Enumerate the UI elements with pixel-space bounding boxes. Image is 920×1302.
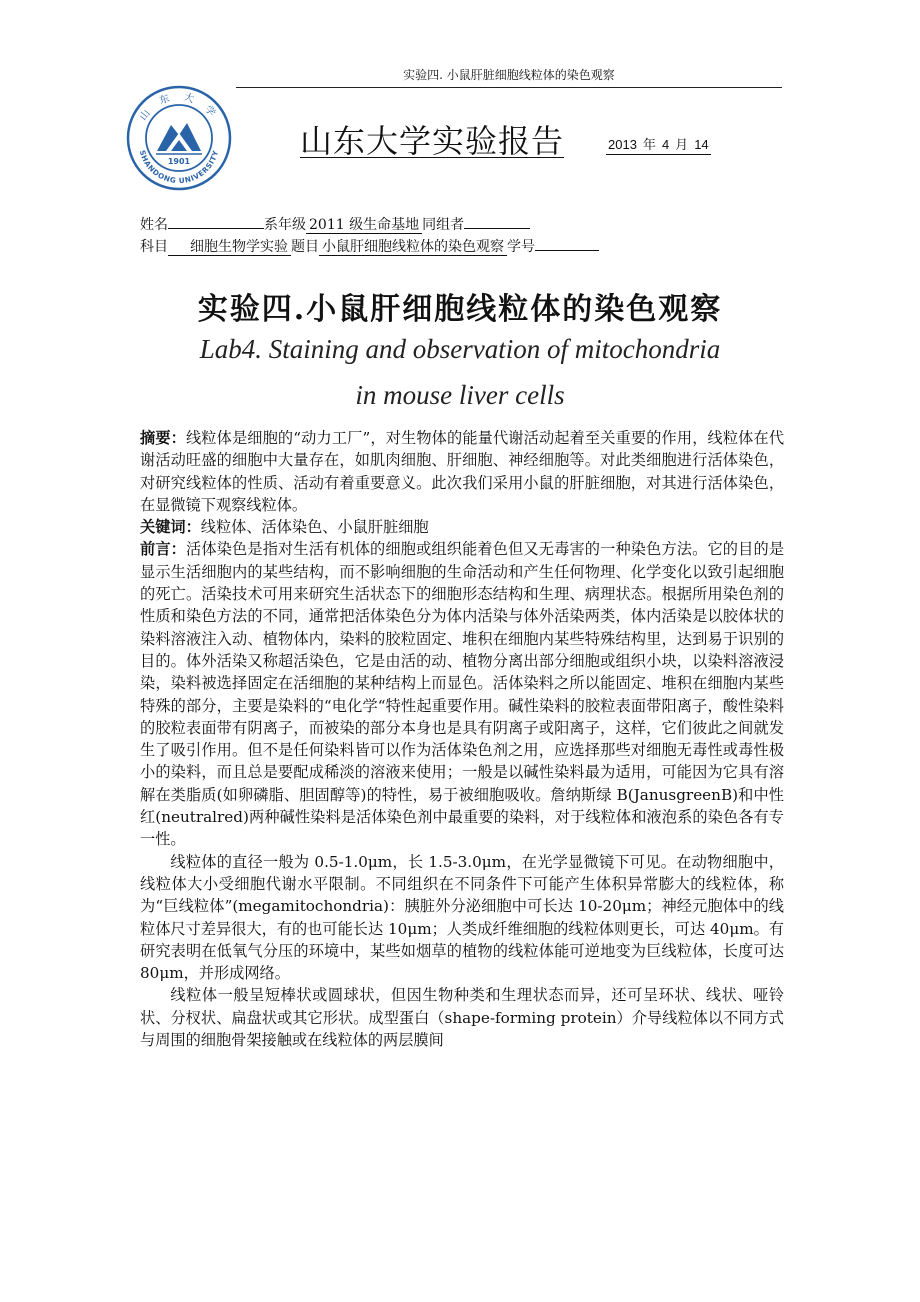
preface-text: 活体染色是指对生活有机体的细胞或组织能着色但又无毒害的一种染色方法。它的目的是显示生活细胞内的某些结构，而不影响细胞的生命活动和产生任何物理、化学变化以致引起细胞的死亡。活染技术可用来研究生活状态下的细胞形态结构和生理、病理状态。根据所用染色剂的性质和染色方法的不同，通常把活体染色分为体内活染与体外活染两类，体内活染是以胶体状的染料溶液注入动、植物体内，染料的胶粒固定、堆积在细胞内某些特殊结构里，达到易于识别的目的。体外活染又称超活染色，它是由活的动、植物分离出部分细胞或组织小块，以染料溶液浸染，染料被选择固定在活细胞的某种结构上而显色。活体染料之所以能固定、堆积在细胞内某些特殊的部分，主要是染料的“电化学“特性起重要作用。碱性染料的胶粒表面带阳离子，酸性染料的胶粒表面带有阴离子，而被染的部分本身也是具有阴离子或阳离子，这样，它们彼此之间就发生了吸引作用。但不是任何染料皆可以作为活体染色剂之用，应选择那些对细胞无毒性或毒性极小的染料，而且总是要配成稀淡的溶液来使用；一般是以碱性染料最为适用，可能因为它具有溶解在类脂质(如卵磷脂、胆固醇等)的特性，易于被细胞吸收。詹纳斯绿 B(JanusgreenB)和中性红(neutralred)两种碱性染料是活体染色剂中最重要的染料，对于线粒体和液泡系的染色各有专一性。: [140, 540, 785, 849]
logo-text-top: 山 东 大 学: [137, 91, 221, 123]
id-field[interactable]: [535, 237, 599, 251]
abstract-label: 摘要：: [140, 429, 186, 447]
abstract-paragraph: [140, 427, 784, 516]
id-label: 学号: [507, 239, 535, 255]
english-title-line-2: in mouse liver cells: [355, 380, 565, 410]
shandong-university-logo: [126, 85, 232, 191]
keywords-label: 关键词：: [140, 518, 201, 537]
logo-text-bottom: SHANDONG UNIVERSITY: [137, 149, 221, 186]
info-line-2: [140, 236, 599, 256]
preface-paragraph: [140, 538, 784, 850]
abstract-text: 线粒体是细胞的“动力工厂”，对生物体的能量代谢活动起着至关重要的作用，线粒体在代谢活动旺盛的细胞中大量存在，如肌肉细胞、肝细胞、神经细胞等。对此类细胞进行活体染色，对研究线粒体的性质、活动有着重要意义。此次我们采用小鼠的肝脏细胞，对其进行活体染色，在显微镜下观察线粒体。: [140, 429, 785, 514]
subject-value: 细胞生物学实验: [168, 239, 291, 256]
keywords-text: 线粒体、活体染色、小鼠肝脏细胞: [200, 518, 429, 537]
partner-label: 同组者: [422, 217, 465, 233]
name-field[interactable]: [168, 215, 264, 229]
subject-label: 科目: [140, 239, 168, 255]
running-header: 实验四. 小鼠肝脏细胞线粒体的染色观察: [236, 66, 782, 88]
grade-label: 系年级: [264, 217, 306, 233]
info-line-1: [140, 214, 530, 234]
english-title-line-1: Lab4. Staining and observation of mitochondria: [199, 334, 721, 364]
topic-label: 题目: [291, 239, 319, 255]
date-month-unit: 月: [675, 137, 689, 152]
logo-year: 1901: [167, 157, 191, 166]
date-year: 2013: [608, 137, 637, 152]
partner-field[interactable]: [464, 215, 530, 229]
date-year-unit: 年: [642, 137, 656, 152]
topic-value: 小鼠肝细胞线粒体的染色观察: [319, 239, 507, 256]
document-title: 实验四.小鼠肝细胞线粒体的染色观察: [197, 292, 723, 327]
report-title: 山东大学实验报告: [300, 122, 565, 160]
paragraph-mitochondria-shape: 线粒体一般呈短棒状或圆球状，但因生物种类和生理状态而异，还可呈环状、线状、哑铃状、分杈状、扁盘状或其它形状。成型蛋白（shape-forming protein）介导线粒体以不同方式与周围的细胞骨架接触或在线粒体的两层膜间: [140, 986, 784, 1050]
body-text: [140, 427, 784, 1051]
report-date: [606, 134, 711, 155]
grade-value: 2011 级生命基地: [306, 217, 422, 234]
preface-label: 前言：: [140, 540, 187, 559]
svg-text:山 东 大 学: [136, 90, 221, 123]
keywords-paragraph: [140, 516, 784, 538]
paragraph-mitochondria-size: 线粒体的直径一般为 0.5-1.0μm，长 1.5-3.0μm，在光学显微镜下可见。在动物细胞中，线粒体大小受细胞代谢水平限制。不同组织在不同条件下可能产生体积异常膨大的线粒体，称为“巨线粒体”(megamitochondria)：胰脏外分泌细胞中可长达 10-20μm；神经元胞体中的线粒体尺寸差异很大，有的也可能长达 10μm；人类成纤维细胞的线粒体则更长，可达 40μm。有研究表明在低氧气分压的环境中，某些如烟草的植物的线粒体能可逆地变为巨线粒体，长度可达 80μm，并形成网络。: [140, 852, 784, 983]
date-month: 4: [661, 137, 670, 152]
name-label: 姓名: [140, 217, 168, 233]
date-day: 14: [694, 137, 709, 152]
